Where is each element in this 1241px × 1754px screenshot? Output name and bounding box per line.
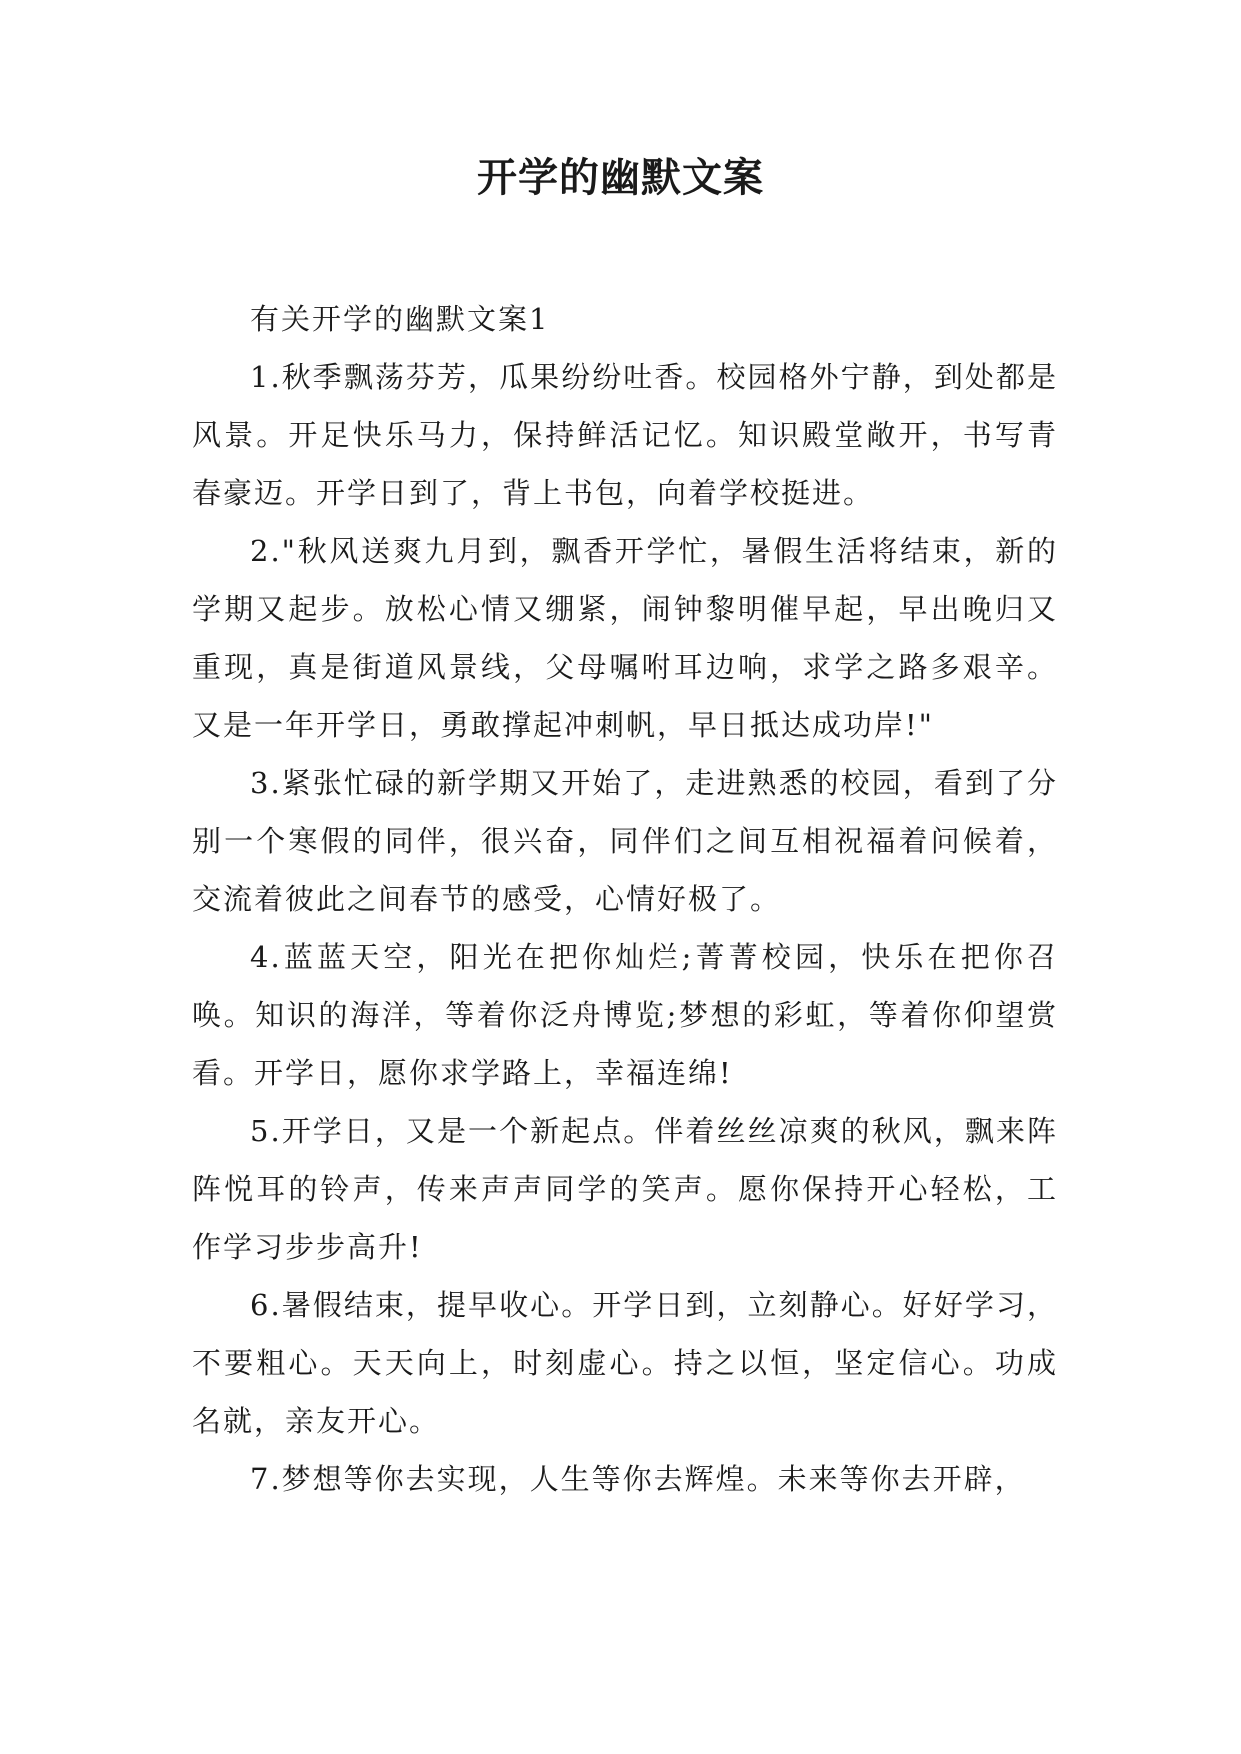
paragraph: 5.开学日，又是一个新起点。伴着丝丝凉爽的秋风，飘来阵阵悦耳的铃声，传来声声同学的笑声。愿你保持开心轻松，工作学习步步高升! — [192, 1114, 1058, 1264]
section-heading: 有关开学的幽默文案1 — [250, 302, 550, 336]
paragraph: 2."秋风送爽九月到，飘香开学忙，暑假生活将结束，新的学期又起步。放松心情又绷紧，闹钟黎明催早起，早出晚归又重现，真是街道风景线，父母嘱咐耳边响，求学之路多艰辛。又是一年开学日，勇敢撑起冲刺帆，早日抵达成功岸!" — [192, 534, 1058, 742]
document-title: 开学的幽默文案 — [477, 154, 764, 201]
paragraph: 7.梦想等你去实现，人生等你去辉煌。未来等你去开辟， — [250, 1462, 1026, 1496]
paragraph: 4.蓝蓝天空，阳光在把你灿烂;菁菁校园，快乐在把你召唤。知识的海洋，等着你泛舟博览;梦想的彩虹，等着你仰望赏看。开学日，愿你求学路上，幸福连绵! — [192, 940, 1058, 1090]
paragraph: 3.紧张忙碌的新学期又开始了，走进熟悉的校园，看到了分别一个寒假的同伴，很兴奋，同伴们之间互相祝福着问候着，交流着彼此之间春节的感受，心情好极了。 — [192, 766, 1058, 916]
document-body — [192, 290, 1058, 1508]
paragraph: 6.暑假结束，提早收心。开学日到，立刻静心。好好学习，不要粗心。天天向上，时刻虚心。持之以恒，坚定信心。功成名就，亲友开心。 — [192, 1288, 1058, 1438]
paragraph: 1.秋季飘荡芬芳，瓜果纷纷吐香。校园格外宁静，到处都是风景。开足快乐马力，保持鲜活记忆。知识殿堂敞开，书写青春豪迈。开学日到了，背上书包，向着学校挺进。 — [192, 360, 1058, 510]
